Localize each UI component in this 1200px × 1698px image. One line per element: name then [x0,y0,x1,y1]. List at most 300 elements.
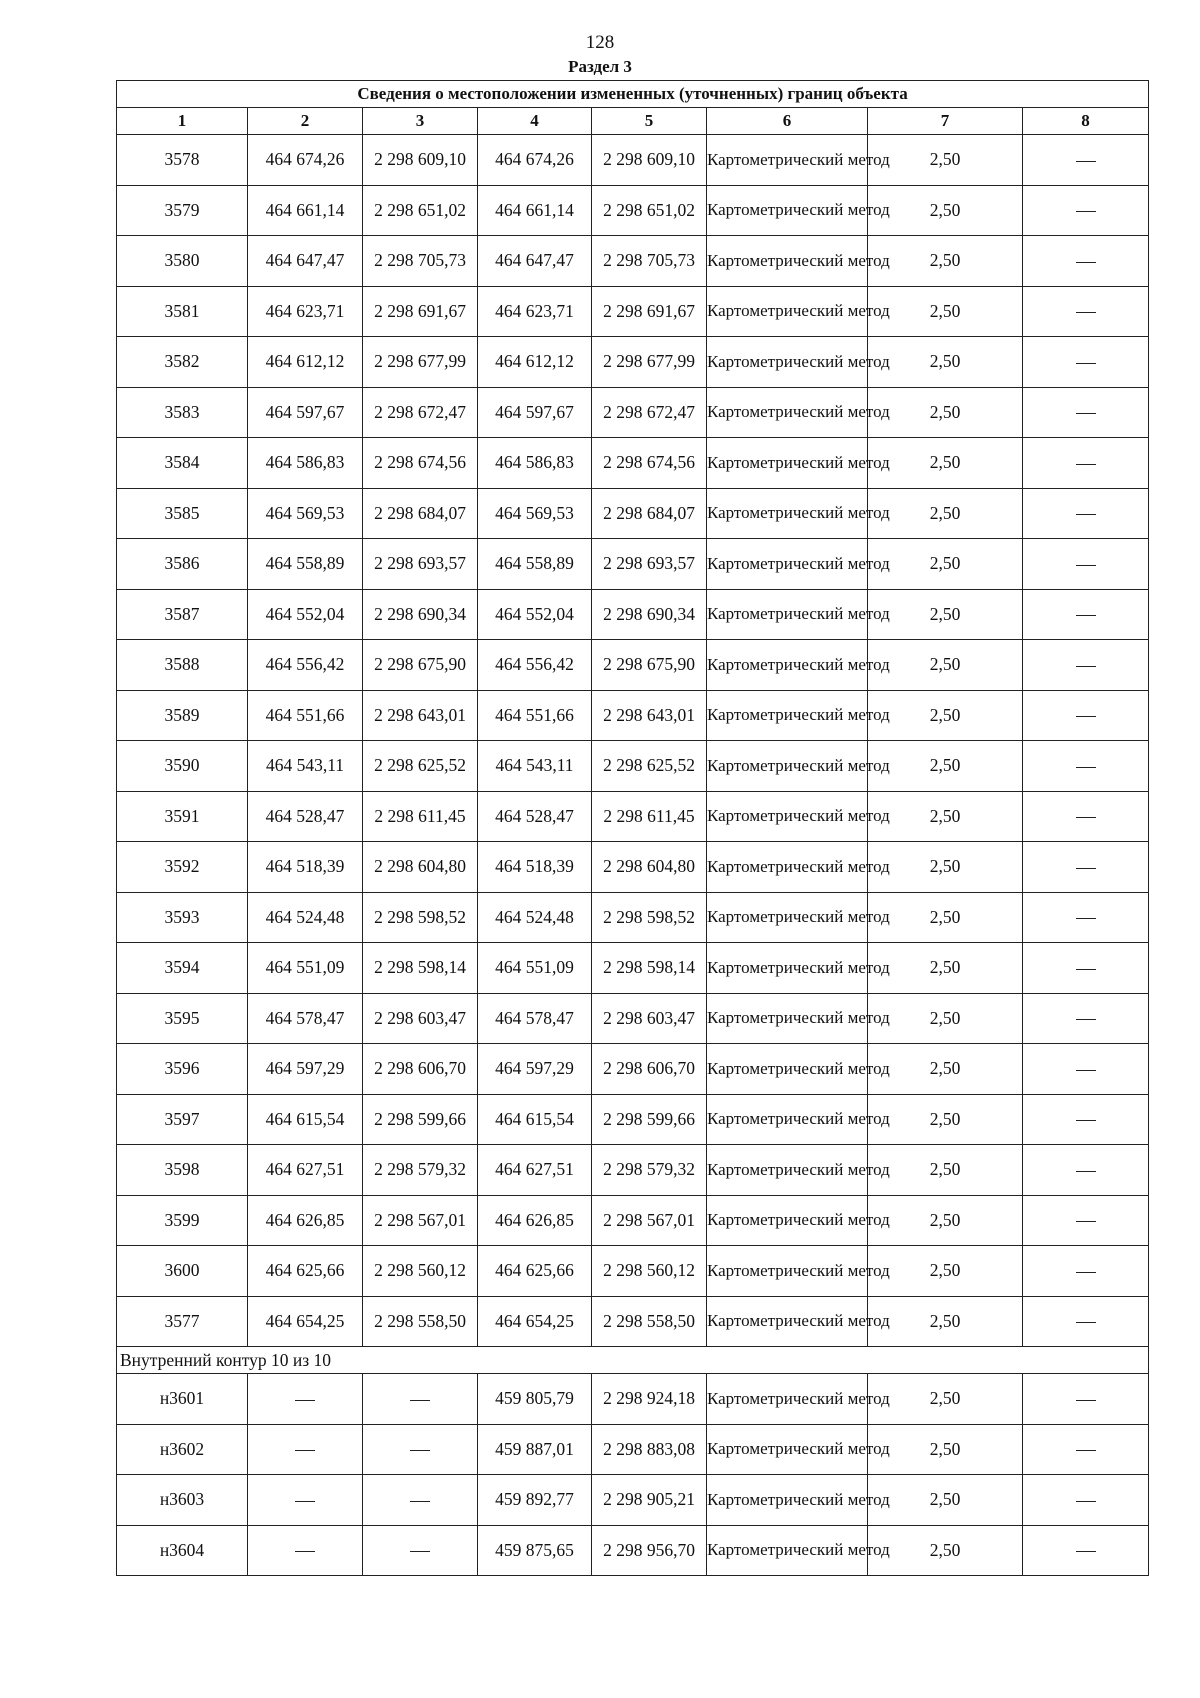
point-text: н3602 [159,1438,205,1459]
note-cell [1023,1145,1149,1196]
note-cell [1023,488,1149,539]
method-text: Картометрический метод [707,503,890,523]
y-old-text: 2 298 675,90 [374,654,466,675]
y-new-cell [592,1296,707,1347]
accuracy-text: 2,50 [929,603,961,624]
y-old-cell [363,135,478,186]
x-new-cell [478,640,592,691]
note-text [1076,1019,1096,1020]
column-number-4: 4 [478,108,592,135]
accuracy-text: 2,50 [929,1438,961,1459]
method-cell [707,993,890,1044]
table-row [117,1525,1149,1576]
y-new-cell [592,1195,707,1246]
y-old-cell [363,1094,478,1145]
x-new-cell [478,1044,592,1095]
x-old-text: 464 647,47 [265,250,345,271]
x-old-cell [248,690,363,741]
note-text [1076,615,1096,616]
point-text: 3595 [164,1007,200,1028]
method-cell [707,438,890,489]
x-new-text: 464 551,66 [495,704,574,725]
y-new-text: 2 298 651,02 [603,199,695,220]
method-text: Картометрический метод [707,1540,890,1560]
x-old-cell [248,1374,363,1425]
y-old-cell [363,337,478,388]
accuracy-text: 2,50 [929,1058,961,1079]
x-old-text: 464 578,47 [265,1007,345,1028]
point-cell [117,640,248,691]
y-old-cell [363,488,478,539]
note-text [1076,1272,1096,1273]
note-cell [1023,1475,1149,1526]
y-new-text: 2 298 684,07 [603,502,695,523]
note-text [1076,1322,1096,1323]
accuracy-cell [868,185,1023,236]
method-text: Картометрический метод [707,654,890,674]
method-cell [707,135,890,186]
note-cell [1023,993,1149,1044]
accuracy-text: 2,50 [929,452,961,473]
point-text: 3577 [164,1310,200,1331]
y-old-text: 2 298 598,14 [374,957,466,978]
x-new-cell [478,943,592,994]
method-cell [707,1145,890,1196]
contour-header-row [117,1347,1149,1374]
y-old-text: 2 298 579,32 [374,1159,466,1180]
point-cell [117,236,248,287]
y-new-cell [592,1044,707,1095]
x-old-text [295,1551,315,1552]
x-old-cell [248,640,363,691]
x-old-text: 464 518,39 [265,856,345,877]
note-cell [1023,539,1149,590]
x-old-text: 464 661,14 [265,199,345,220]
y-old-text: 2 298 611,45 [374,805,466,826]
note-text [1076,1400,1096,1401]
section-title: Раздел 3 [568,57,632,76]
note-text [1076,1450,1096,1451]
y-old-text: 2 298 609,10 [374,149,466,170]
y-new-text: 2 298 609,10 [603,149,695,170]
x-old-text: 464 597,29 [265,1058,345,1079]
accuracy-text: 2,50 [929,401,961,422]
x-new-text: 464 569,53 [495,502,574,523]
point-text: 3583 [164,401,200,422]
point-text: 3579 [164,199,200,220]
method-cell [707,337,890,388]
method-text: Картометрический метод [707,200,890,220]
method-text: Картометрический метод [707,351,890,371]
column-number-7: 7 [868,108,1023,135]
accuracy-text: 2,50 [929,906,961,927]
y-old-text: 2 298 604,80 [374,856,466,877]
x-old-cell [248,1525,363,1576]
accuracy-cell [868,135,1023,186]
y-new-cell [592,892,707,943]
y-old-text: 2 298 599,66 [374,1108,466,1129]
method-text: Картометрический метод [707,604,890,624]
x-new-cell [478,236,592,287]
column-number-5: 5 [592,108,707,135]
note-cell [1023,791,1149,842]
note-cell [1023,387,1149,438]
x-new-text: 464 647,47 [495,250,574,271]
note-cell [1023,135,1149,186]
method-cell [707,185,890,236]
x-new-text: 464 623,71 [495,300,574,321]
accuracy-text: 2,50 [929,856,961,877]
x-old-cell [248,943,363,994]
method-cell [707,236,890,287]
accuracy-cell [868,539,1023,590]
table-row [117,1246,1149,1297]
x-new-text: 459 887,01 [495,1438,574,1459]
y-old-text: 2 298 672,47 [374,401,466,422]
table-body [117,135,1149,1576]
note-text [1076,363,1096,364]
point-text: 3592 [164,856,200,877]
y-new-text: 2 298 675,90 [603,654,695,675]
note-text [1076,514,1096,515]
x-old-cell [248,1246,363,1297]
accuracy-text: 2,50 [929,805,961,826]
accuracy-cell [868,842,1023,893]
point-text: н3604 [159,1539,205,1560]
accuracy-cell [868,337,1023,388]
x-old-text [295,1400,315,1401]
column-number-6: 6 [707,108,868,135]
x-new-cell [478,741,592,792]
accuracy-cell [868,589,1023,640]
y-old-cell [363,892,478,943]
point-cell [117,589,248,640]
table-row [117,488,1149,539]
table-row [117,236,1149,287]
table-caption: Сведения о местоположении измененных (уточненных) границ объекта [117,81,1149,108]
accuracy-text: 2,50 [929,1489,961,1510]
method-text: Картометрический метод [707,1058,890,1078]
x-new-cell [478,1296,592,1347]
x-new-text: 464 627,51 [495,1159,574,1180]
x-new-cell [478,690,592,741]
y-old-cell [363,1424,478,1475]
y-new-cell [592,791,707,842]
method-cell [707,690,890,741]
x-new-cell [478,589,592,640]
x-old-cell [248,236,363,287]
y-old-text: 2 298 643,01 [374,704,466,725]
accuracy-text: 2,50 [929,704,961,725]
x-old-text: 464 674,26 [265,149,345,170]
x-old-text: 464 528,47 [265,805,345,826]
point-cell [117,1475,248,1526]
x-old-cell [248,842,363,893]
method-text: Картометрический метод [707,1388,890,1408]
y-new-cell [592,337,707,388]
y-old-cell [363,1195,478,1246]
x-new-cell [478,185,592,236]
y-new-text: 2 298 905,21 [603,1489,695,1510]
accuracy-text: 2,50 [929,1159,961,1180]
point-cell [117,438,248,489]
x-old-cell [248,488,363,539]
table-row [117,1044,1149,1095]
method-text: Картометрический метод [707,1439,890,1459]
method-cell [707,1296,890,1347]
y-old-cell [363,1525,478,1576]
accuracy-cell [868,943,1023,994]
accuracy-text: 2,50 [929,1310,961,1331]
accuracy-cell [868,1296,1023,1347]
accuracy-text: 2,50 [929,250,961,271]
point-text: 3596 [164,1058,200,1079]
y-new-text: 2 298 691,67 [603,300,695,321]
note-text [1076,262,1096,263]
x-new-text: 464 518,39 [495,856,574,877]
point-cell [117,791,248,842]
note-cell [1023,892,1149,943]
method-cell [707,943,890,994]
point-text: 3582 [164,351,200,372]
note-cell [1023,1195,1149,1246]
note-text [1076,161,1096,162]
point-cell [117,1195,248,1246]
x-new-cell [478,1145,592,1196]
point-cell [117,1296,248,1347]
x-new-text: 464 586,83 [495,452,574,473]
y-new-text: 2 298 625,52 [603,755,695,776]
method-cell [707,589,890,640]
table-row [117,640,1149,691]
y-old-cell [363,1296,478,1347]
accuracy-text: 2,50 [929,1007,961,1028]
x-old-cell [248,1195,363,1246]
accuracy-cell [868,892,1023,943]
method-cell [707,1195,890,1246]
y-new-cell [592,488,707,539]
table-row [117,1296,1149,1347]
accuracy-text: 2,50 [929,1388,961,1409]
y-old-cell [363,791,478,842]
y-new-cell [592,690,707,741]
method-cell [707,791,890,842]
accuracy-cell [868,1246,1023,1297]
table-row [117,1195,1149,1246]
y-new-text: 2 298 606,70 [603,1058,695,1079]
y-old-cell [363,690,478,741]
table-row [117,1374,1149,1425]
x-new-text: 464 556,42 [495,654,574,675]
point-cell [117,135,248,186]
accuracy-text: 2,50 [929,654,961,675]
point-cell [117,1246,248,1297]
y-new-text: 2 298 558,50 [603,1310,695,1331]
point-cell [117,337,248,388]
accuracy-text: 2,50 [929,351,961,372]
table-row [117,589,1149,640]
y-old-cell [363,741,478,792]
point-text: 3593 [164,906,200,927]
table-row [117,438,1149,489]
y-old-cell [363,185,478,236]
x-old-cell [248,791,363,842]
accuracy-cell [868,236,1023,287]
point-cell [117,1424,248,1475]
note-text [1076,1070,1096,1071]
y-old-text [410,1450,430,1451]
y-new-text: 2 298 956,70 [603,1539,695,1560]
y-old-cell [363,1475,478,1526]
point-cell [117,488,248,539]
x-old-text: 464 551,09 [265,957,345,978]
note-text [1076,1120,1096,1121]
point-text: 3591 [164,805,200,826]
column-number-1: 1 [117,108,248,135]
x-new-text: 464 558,89 [495,553,574,574]
y-new-cell [592,741,707,792]
y-new-cell [592,1475,707,1526]
column-numbers-row [117,108,1149,135]
point-text: 3600 [164,1260,200,1281]
note-cell [1023,640,1149,691]
method-text: Картометрический метод [707,1159,890,1179]
note-text [1076,1551,1096,1552]
table-row [117,1475,1149,1526]
x-new-cell [478,1374,592,1425]
y-new-cell [592,539,707,590]
x-old-text: 464 626,85 [265,1209,345,1230]
y-new-cell [592,1094,707,1145]
y-old-text [410,1400,430,1401]
table-row [117,943,1149,994]
y-old-cell [363,1145,478,1196]
y-old-cell [363,539,478,590]
x-new-text: 464 674,26 [495,149,574,170]
accuracy-text: 2,50 [929,1209,961,1230]
x-old-cell [248,1475,363,1526]
point-cell [117,1044,248,1095]
y-old-text: 2 298 625,52 [374,755,466,776]
point-text: 3587 [164,603,200,624]
x-new-cell [478,337,592,388]
accuracy-cell [868,1424,1023,1475]
table-row [117,387,1149,438]
method-text: Картометрический метод [707,301,890,321]
method-text: Картометрический метод [707,1260,890,1280]
note-text [1076,565,1096,566]
x-old-cell [248,1424,363,1475]
note-text [1076,817,1096,818]
x-old-text: 464 625,66 [265,1260,345,1281]
y-old-text: 2 298 705,73 [374,250,466,271]
column-number-3: 3 [363,108,478,135]
point-text: 3597 [164,1108,200,1129]
accuracy-text: 2,50 [929,957,961,978]
accuracy-cell [868,1475,1023,1526]
x-new-text: 464 524,48 [495,906,574,927]
y-new-cell [592,1246,707,1297]
y-old-text [410,1551,430,1552]
table-row [117,690,1149,741]
accuracy-text: 2,50 [929,553,961,574]
accuracy-cell [868,1094,1023,1145]
note-text [1076,464,1096,465]
y-new-cell [592,589,707,640]
method-text: Картометрический метод [707,755,890,775]
accuracy-cell [868,488,1023,539]
y-new-cell [592,842,707,893]
y-new-text: 2 298 677,99 [603,351,695,372]
note-cell [1023,1374,1149,1425]
accuracy-text: 2,50 [929,300,961,321]
x-new-text: 459 805,79 [495,1388,574,1409]
accuracy-text: 2,50 [929,149,961,170]
y-old-text: 2 298 558,50 [374,1310,466,1331]
accuracy-text: 2,50 [929,1260,961,1281]
accuracy-cell [868,286,1023,337]
x-old-text [295,1501,315,1502]
x-old-text: 464 552,04 [265,603,345,624]
method-text: Картометрический метод [707,553,890,573]
method-cell [707,387,890,438]
table-row [117,1094,1149,1145]
y-new-text: 2 298 690,34 [603,603,695,624]
accuracy-cell [868,438,1023,489]
point-text: 3588 [164,654,200,675]
accuracy-text: 2,50 [929,502,961,523]
table-row [117,286,1149,337]
point-text: 3598 [164,1159,200,1180]
x-old-cell [248,135,363,186]
x-old-text [295,1450,315,1451]
x-new-cell [478,993,592,1044]
x-new-text: 464 615,54 [495,1108,574,1129]
accuracy-cell [868,1374,1023,1425]
note-text [1076,211,1096,212]
point-cell [117,1145,248,1196]
y-new-cell [592,1145,707,1196]
method-cell [707,1525,890,1576]
y-new-cell [592,993,707,1044]
note-cell [1023,1246,1149,1297]
table-row [117,185,1149,236]
note-text [1076,666,1096,667]
note-text [1076,969,1096,970]
method-text: Картометрический метод [707,402,890,422]
accuracy-cell [868,993,1023,1044]
point-text: 3584 [164,452,200,473]
y-new-cell [592,286,707,337]
note-cell [1023,185,1149,236]
note-cell [1023,842,1149,893]
accuracy-cell [868,1044,1023,1095]
page-number: 128 [585,32,615,53]
accuracy-cell [868,1525,1023,1576]
point-cell [117,690,248,741]
y-old-text [410,1501,430,1502]
y-new-cell [592,185,707,236]
y-new-text: 2 298 598,52 [603,906,695,927]
y-new-text: 2 298 643,01 [603,704,695,725]
note-text [1076,868,1096,869]
method-cell [707,1374,890,1425]
x-old-cell [248,1145,363,1196]
x-old-text: 464 586,83 [265,452,345,473]
note-text [1076,1501,1096,1502]
x-new-cell [478,286,592,337]
point-cell [117,286,248,337]
